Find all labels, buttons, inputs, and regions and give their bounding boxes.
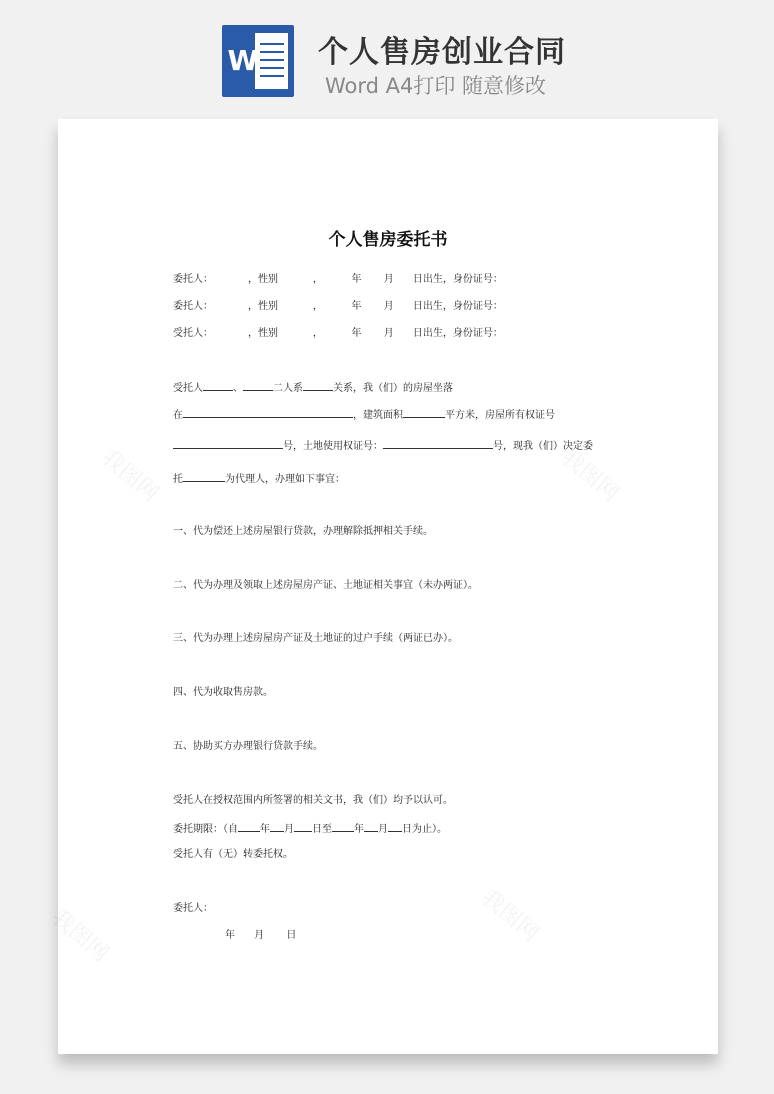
signer-line: 委托人： [173, 903, 213, 914]
watermark-1: 我图网 [96, 445, 164, 507]
document-title: 个人售房委托书 [328, 230, 448, 250]
date-line: 年 月 日 [225, 930, 297, 941]
paragraph-1-line-2: 在 ，建筑面积 平方米，房屋所有权证号 [173, 407, 555, 423]
document-page [46, 119, 718, 1054]
paragraph-1-line-3: 号，土地使用权证号： 号，现我（们）决定委 [173, 438, 593, 454]
banner-subtitle: Word A4打印 随意修改 [325, 74, 547, 98]
paragraph-1-line-1: 受托人 、 二人系 关系，我（们）的房屋坐落 [173, 380, 453, 396]
party-line-1: 委托人： ，性别 ， 年 月 日出生，身份证号： [173, 274, 503, 285]
item-3: 三、代为办理上述房屋房产证及土地证的过户手续（两证已办）。 [173, 633, 458, 644]
item-4: 四、代为收取售房款。 [173, 687, 273, 698]
word-icon [222, 25, 294, 97]
recognition-line: 受托人在授权范围内所签署的相关文书，我（们）均予以认可。 [173, 795, 453, 806]
transfer-line: 受托人有（无）转委托权。 [173, 849, 293, 860]
item-2: 二、代为办理及领取上述房屋房产证、土地证相关事宜（未办两证）。 [173, 580, 478, 591]
paragraph-1-line-4: 托 为代理人，办理如下事宜： [173, 471, 345, 487]
watermark-3: 我图网 [46, 905, 114, 967]
page-header [0, 0, 774, 110]
party-line-2: 委托人： ，性别 ， 年 月 日出生，身份证号： [173, 301, 503, 312]
word-icon-letter: W [227, 44, 259, 77]
period-line: 委托期限：（自 年 月 日至 年 月 日为止）。 [173, 821, 447, 837]
banner-title: 个人售房创业合同 [318, 35, 566, 70]
item-5: 五、协助买方办理银行贷款手续。 [173, 741, 323, 752]
watermark-4: 我图网 [476, 885, 544, 947]
item-1: 一、代为偿还上述房屋银行贷款，办理解除抵押相关手续。 [173, 526, 433, 537]
party-line-3: 受托人： ，性别 ， 年 月 日出生，身份证号： [173, 328, 503, 339]
watermark-2: 我图网 [556, 445, 624, 507]
